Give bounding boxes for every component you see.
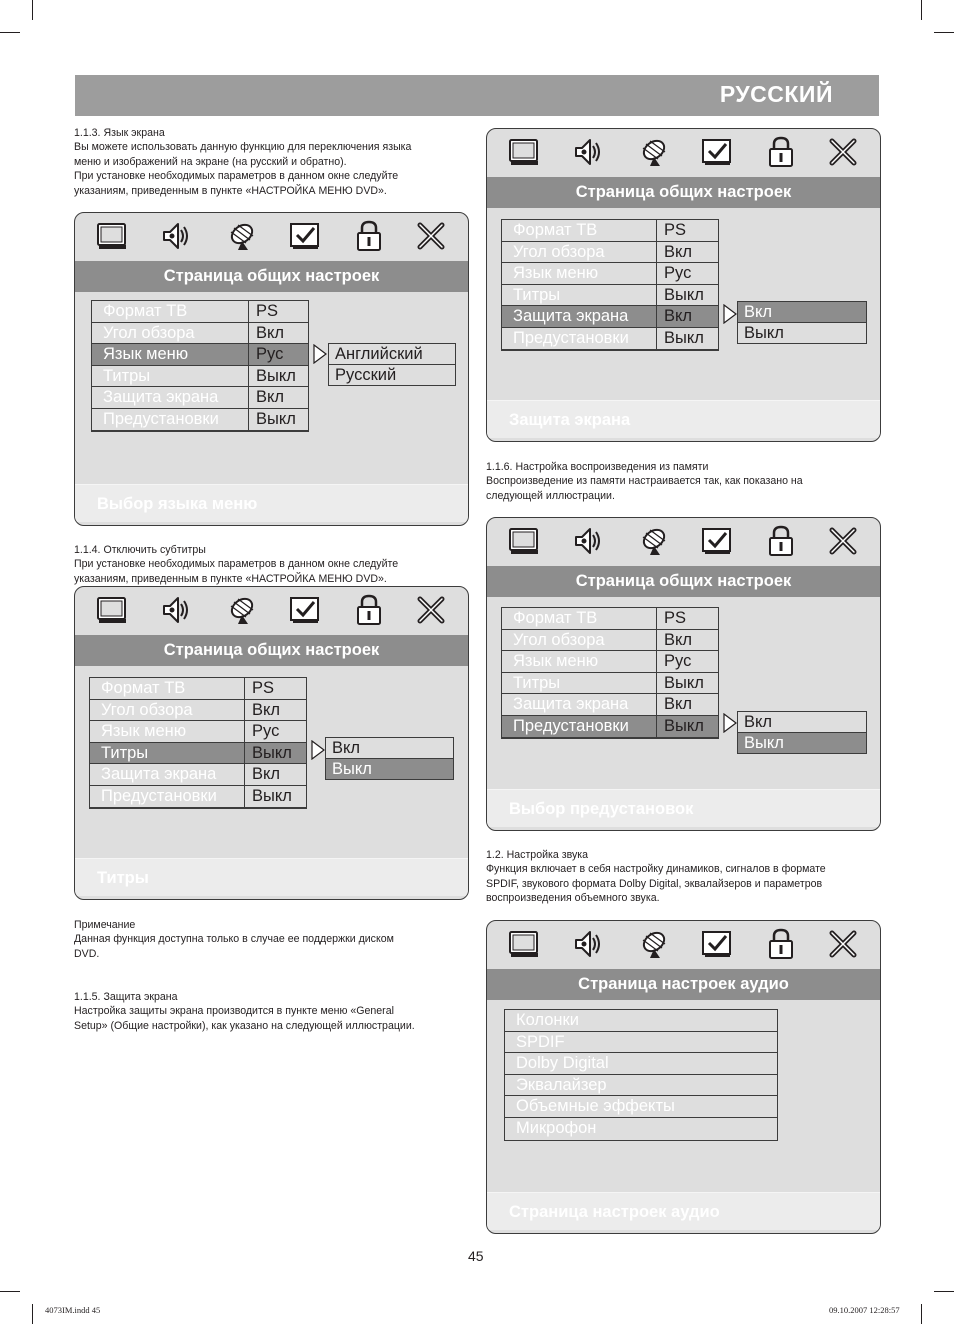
setup-icon-row [75,213,468,261]
menu-item-value: Вкл [256,388,285,407]
satellite-icon[interactable] [637,135,671,169]
lock-icon[interactable] [764,927,798,961]
menu-item-label: Угол обзора [513,242,605,261]
language-header-band [75,75,879,116]
menu-item-value: PS [252,679,275,697]
menu-item-value: Вкл [664,695,693,714]
menu-item[interactable] [502,306,718,328]
menu-item-label: Предустановки [103,409,219,428]
menu-item-label: Эквалайзер [516,1075,607,1094]
menu-item-value: Вкл [664,242,693,261]
menu-item-value: Выкл [252,743,292,762]
text-block-menu-language [74,126,411,198]
tv-icon[interactable] [507,135,541,169]
menu-item[interactable] [90,764,306,786]
menu-item-label: Микрофон [516,1118,597,1137]
menu-item[interactable] [505,1075,777,1097]
crop-mark [934,32,954,33]
close-icon[interactable] [826,135,860,169]
menu-item-label: Титры [513,673,561,692]
setup-panel-subtitles [74,586,469,900]
menu-item-label: Язык меню [513,264,599,283]
body-line: указаниям, приведенным в пункте «НАСТРОЙКА МЕНЮ DVD». [74,572,387,585]
menu-item-value: Рус [256,345,284,364]
body-line: следующей иллюстрации. [486,489,615,502]
menu-column-divider [656,608,657,738]
menu-item[interactable] [92,409,308,431]
panel-title: Страница общих настроек [487,566,880,597]
section-heading: 1.1.3. Язык экрана [74,127,165,139]
menu-item[interactable] [505,1118,777,1140]
checkmark-icon[interactable] [700,135,734,169]
menu-item-label: Формат ТВ [513,609,598,627]
menu-item-label: SPDIF [516,1032,565,1051]
menu-item[interactable] [90,786,306,808]
tv-icon[interactable] [507,927,541,961]
option-submenu [737,301,867,344]
section-heading: 1.1.6. Настройка воспроизведения из памяти [486,461,709,473]
print-slug-file: 4073IM.indd 45 [45,1305,101,1315]
menu-item-label: Язык меню [101,722,187,741]
body-line: SPDIF, звукового формата Dolby Digital, эквалайзеров и параметров [486,877,823,890]
setup-panel-audio [486,920,881,1234]
panel-footer [75,858,468,896]
crop-mark [0,1291,20,1292]
checkmark-icon[interactable] [288,219,322,253]
close-icon[interactable] [414,593,448,627]
menu-column-divider [244,678,245,808]
panel-footer [75,484,468,522]
menu-item-value: Выкл [252,786,292,805]
panel-footer [487,400,880,438]
menu-item[interactable] [505,1053,777,1075]
speaker-icon[interactable] [572,524,606,558]
body-line: Воспроизведение из памяти настраивается так, как показано на [486,475,803,488]
menu-item-value: Рус [252,722,280,741]
body-line: Функция включает в себя настройку динамиков, сигналов в формате [486,863,826,876]
text-block-audio-setup [486,848,826,906]
menu-column-divider [248,301,249,431]
option-submenu [325,737,454,780]
panel-footer-label: Выбор предустановок [509,800,694,818]
menu-item-value: Выкл [256,366,296,385]
menu-item-label: Угол обзора [103,323,195,342]
menu-item-label: Титры [513,285,561,304]
close-icon[interactable] [826,524,860,558]
menu-item-value: Выкл [664,328,704,347]
speaker-icon[interactable] [572,135,606,169]
submenu-option[interactable]: Английский [329,344,455,365]
satellite-icon[interactable] [225,593,259,627]
lock-icon[interactable] [352,219,386,253]
menu-item[interactable] [90,700,306,722]
submenu-option[interactable]: Выкл [326,759,453,780]
menu-item-label: Защита экрана [103,388,219,407]
setup-icon-row [487,921,880,969]
setup-icon-row [75,587,468,635]
option-submenu [737,711,867,754]
setup-icon-row [487,518,880,566]
menu-item-value: Вкл [252,765,281,784]
submenu-option[interactable]: Русский [335,365,397,384]
menu-item-label: Угол обзора [101,700,193,719]
setup-icon-row [487,129,880,177]
menu-item-label: Формат ТВ [513,221,598,239]
lock-icon[interactable] [764,524,798,558]
settings-menu [89,677,307,809]
menu-item-label: Язык меню [103,345,189,364]
panel-footer [487,1192,880,1230]
lock-icon[interactable] [352,593,386,627]
checkmark-icon[interactable] [700,927,734,961]
menu-item[interactable] [502,328,718,350]
panel-title: Страница общих настроек [75,635,468,666]
menu-item[interactable] [502,608,718,630]
menu-item-label: Формат ТВ [103,302,188,320]
lock-icon[interactable] [764,135,798,169]
menu-item-value: Вкл [664,307,693,326]
menu-item-label: Объемные эффекты [516,1097,675,1116]
language-header-title: РУССКИЙ [719,81,833,107]
menu-item-label: Защита экрана [513,307,629,326]
panel-footer [487,789,880,827]
menu-item-value: Рус [664,264,692,283]
panel-footer-label: Выбор языка меню [97,495,258,513]
body-line: Настройка защиты экрана производится в пункте меню «General [74,1005,394,1018]
body-line: Setup» (Общие настройки), как указано на следующей иллюстрации. [74,1019,415,1032]
crop-mark [921,0,922,20]
menu-column-divider [656,220,657,350]
close-icon[interactable] [414,219,448,253]
menu-item-label: Защита экрана [513,695,629,714]
menu-item[interactable] [505,1010,777,1032]
print-slug-date: 09.10.2007 12:28:57 [829,1305,900,1315]
submenu-arrow-icon [723,713,737,733]
menu-item-value: Выкл [664,673,704,692]
satellite-icon[interactable] [225,219,259,253]
crop-mark [934,1291,954,1292]
menu-item-label: Титры [103,366,151,385]
menu-item-label: Язык меню [513,652,599,671]
menu-item[interactable] [90,678,306,700]
menu-item-label: Титры [101,743,149,762]
option-submenu [328,343,456,386]
menu-item[interactable] [502,630,718,652]
body-line: воспроизведения объемного звука. [486,892,660,905]
setup-panel-menu-language [74,212,469,526]
settings-menu [501,607,719,739]
submenu-option[interactable]: Выкл [738,733,866,754]
section-heading: 1.2. Настройка звука [486,849,589,861]
menu-item[interactable] [92,387,308,409]
menu-item[interactable] [502,220,718,242]
body-line: Данная функция доступна только в случае ее поддержки диском [74,933,394,946]
satellite-icon[interactable] [637,524,671,558]
panel-title: Страница общих настроек [487,177,880,208]
menu-item[interactable] [90,743,306,765]
section-heading: 1.1.4. Отключить субтитры [74,544,206,556]
submenu-option[interactable]: Вкл [738,712,866,733]
body-line: При установке необходимых параметров в данном окне следуйте [74,170,399,183]
menu-item[interactable] [502,285,718,307]
menu-item[interactable] [505,1032,777,1054]
crop-mark [32,1304,33,1324]
submenu-option[interactable]: Вкл [738,302,866,323]
panel-footer-label: Титры [97,869,149,887]
panel-title: Страница общих настроек [75,261,468,292]
submenu-arrow-icon [723,304,737,324]
tv-icon[interactable] [95,593,129,627]
settings-menu [91,300,309,432]
section-heading: Примечание [74,919,136,931]
menu-item-value: PS [664,221,687,239]
text-block-subtitles [74,543,398,586]
setup-panel-presets [486,517,881,831]
menu-item[interactable] [502,651,718,673]
menu-item[interactable] [92,344,308,366]
close-icon[interactable] [826,927,860,961]
menu-item-label: Dolby Digital [516,1054,609,1073]
crop-mark [32,0,33,20]
menu-item[interactable] [502,694,718,716]
body-line: DVD. [74,947,100,960]
menu-item-value: PS [256,302,279,320]
menu-item-label: Угол обзора [513,630,605,649]
text-block-screen-saver [74,990,415,1033]
menu-item[interactable] [92,366,308,388]
menu-item-value: Вкл [664,630,693,649]
body-line: При установке необходимых параметров в данном окне следуйте [74,558,399,571]
text-block-memory-playback [486,460,803,503]
checkmark-icon[interactable] [288,593,322,627]
menu-item-value: Вкл [252,700,281,719]
panel-footer-label: Защита экрана [509,411,631,429]
menu-item-value: Вкл [256,323,285,342]
menu-item-value: Выкл [664,285,704,304]
text-block-note [74,918,394,961]
panel-title: Страница настроек аудио [487,969,880,1000]
menu-item-value: PS [664,609,687,627]
menu-item[interactable] [502,716,718,738]
menu-item-value: Выкл [256,409,296,428]
page-number: 45 [468,1248,484,1264]
setup-panel-screen-saver [486,128,881,442]
menu-item[interactable] [92,323,308,345]
menu-item-label: Предустановки [513,328,629,347]
speaker-icon[interactable] [572,927,606,961]
menu-item-label: Колонки [516,1011,579,1029]
menu-item[interactable] [90,721,306,743]
menu-item-label: Предустановки [513,716,629,735]
checkmark-icon[interactable] [700,524,734,558]
menu-item[interactable] [505,1096,777,1118]
menu-item-value: Рус [664,652,692,671]
submenu-arrow-icon [311,740,325,760]
menu-item[interactable] [502,673,718,695]
submenu-option[interactable]: Вкл [326,738,453,759]
menu-item-value: Выкл [664,716,704,735]
settings-menu [504,1009,778,1141]
satellite-icon[interactable] [637,927,671,961]
menu-item-label: Предустановки [101,786,217,805]
menu-item[interactable] [502,263,718,285]
menu-item[interactable] [502,242,718,264]
menu-item-label: Защита экрана [101,765,217,784]
crop-mark [921,1304,922,1324]
body-line: указаниям, приведенным в пункте «НАСТРОЙКА МЕНЮ DVD». [74,184,387,197]
speaker-icon[interactable] [160,219,194,253]
submenu-arrow-icon [313,344,327,364]
panel-footer-label: Страница настроек аудио [509,1203,720,1221]
settings-menu [501,219,719,351]
speaker-icon[interactable] [160,593,194,627]
menu-item[interactable] [92,301,308,323]
body-line: Вы можете использовать данную функцию для переключения языка [74,141,412,154]
crop-mark [0,32,20,33]
body-line: меню и изображений на экране (на русский и обратно). [74,155,347,168]
tv-icon[interactable] [507,524,541,558]
submenu-option[interactable]: Выкл [744,323,784,342]
tv-icon[interactable] [95,219,129,253]
section-heading: 1.1.5. Защита экрана [74,991,178,1003]
menu-item-label: Формат ТВ [101,679,186,697]
